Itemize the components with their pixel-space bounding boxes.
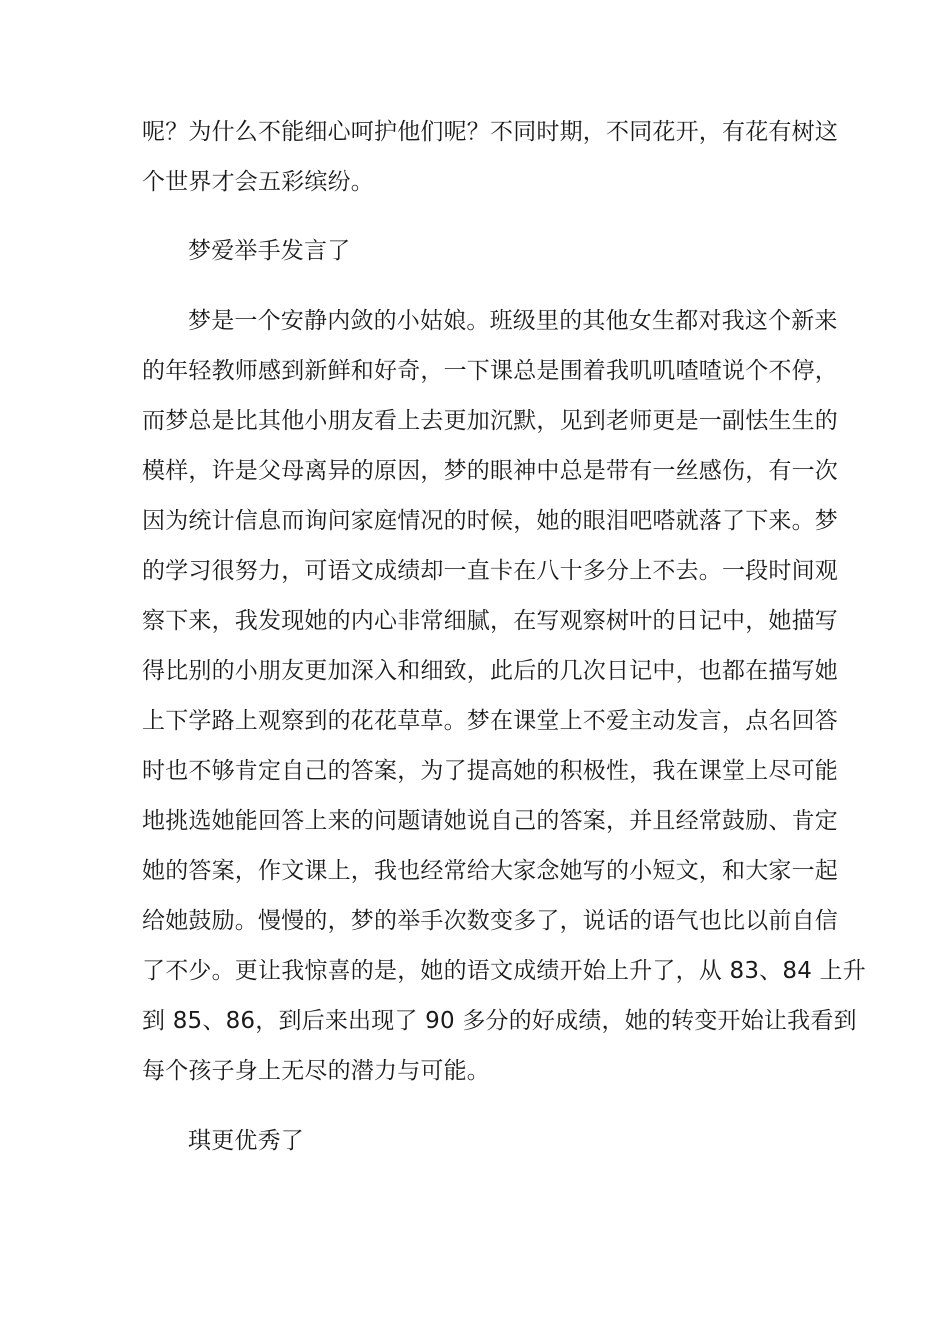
paragraph-2-line: 了不少。更让我惊喜的是，她的语文成绩开始上升了，从 83、84 上升: [142, 958, 866, 984]
paragraph-2-line: 上下学路上观察到的花花草草。梦在课堂上不爱主动发言，点名回答: [142, 708, 838, 734]
paragraph-2-line: 给她鼓励。慢慢的，梦的举手次数变多了，说话的语气也比以前自信: [142, 908, 838, 934]
paragraph-2-line: 模样，许是父母离异的原因，梦的眼神中总是带有一丝感伤，有一次: [142, 458, 838, 484]
paragraph-2-line: 察下来，我发现她的内心非常细腻，在写观察树叶的日记中，她描写: [142, 608, 838, 634]
paragraph-2-line: 得比别的小朋友更加深入和细致，此后的几次日记中，也都在描写她: [142, 658, 838, 684]
section-heading: 琪更优秀了: [188, 1128, 304, 1154]
paragraph-2-line: 而梦总是比其他小朋友看上去更加沉默，见到老师更是一副怯生生的: [142, 408, 838, 434]
paragraph-2-line: 时也不够肯定自己的答案，为了提高她的积极性，我在课堂上尽可能: [142, 758, 838, 784]
paragraph-2-line: 的年轻教师感到新鲜和好奇，一下课总是围着我叽叽喳喳说个不停，: [142, 358, 838, 384]
paragraph-2-line: 因为统计信息而询问家庭情况的时候，她的眼泪吧嗒就落了下来。梦: [142, 508, 838, 534]
paragraph-2-line: 到 85、86，到后来出现了 90 多分的好成绩，她的转变开始让我看到: [142, 1008, 857, 1034]
paragraph-2-line: 梦是一个安静内敛的小姑娘。班级里的其他女生都对我这个新来: [188, 308, 838, 334]
paragraph-1-line: 呢？为什么不能细心呵护他们呢？不同时期，不同花开，有花有树这: [142, 119, 838, 145]
paragraph-2-line: 的学习很努力，可语文成绩却一直卡在八十多分上不去。一段时间观: [142, 558, 838, 584]
paragraph-2-line: 每个孩子身上无尽的潜力与可能。: [142, 1058, 490, 1084]
paragraph-2-line: 她的答案，作文课上，我也经常给大家念她写的小短文，和大家一起: [142, 858, 838, 884]
paragraph-2-line: 地挑选她能回答上来的问题请她说自己的答案，并且经常鼓励、肯定: [142, 808, 838, 834]
section-heading: 梦爱举手发言了: [188, 238, 351, 264]
paragraph-1-line: 个世界才会五彩缤纷。: [142, 169, 374, 195]
